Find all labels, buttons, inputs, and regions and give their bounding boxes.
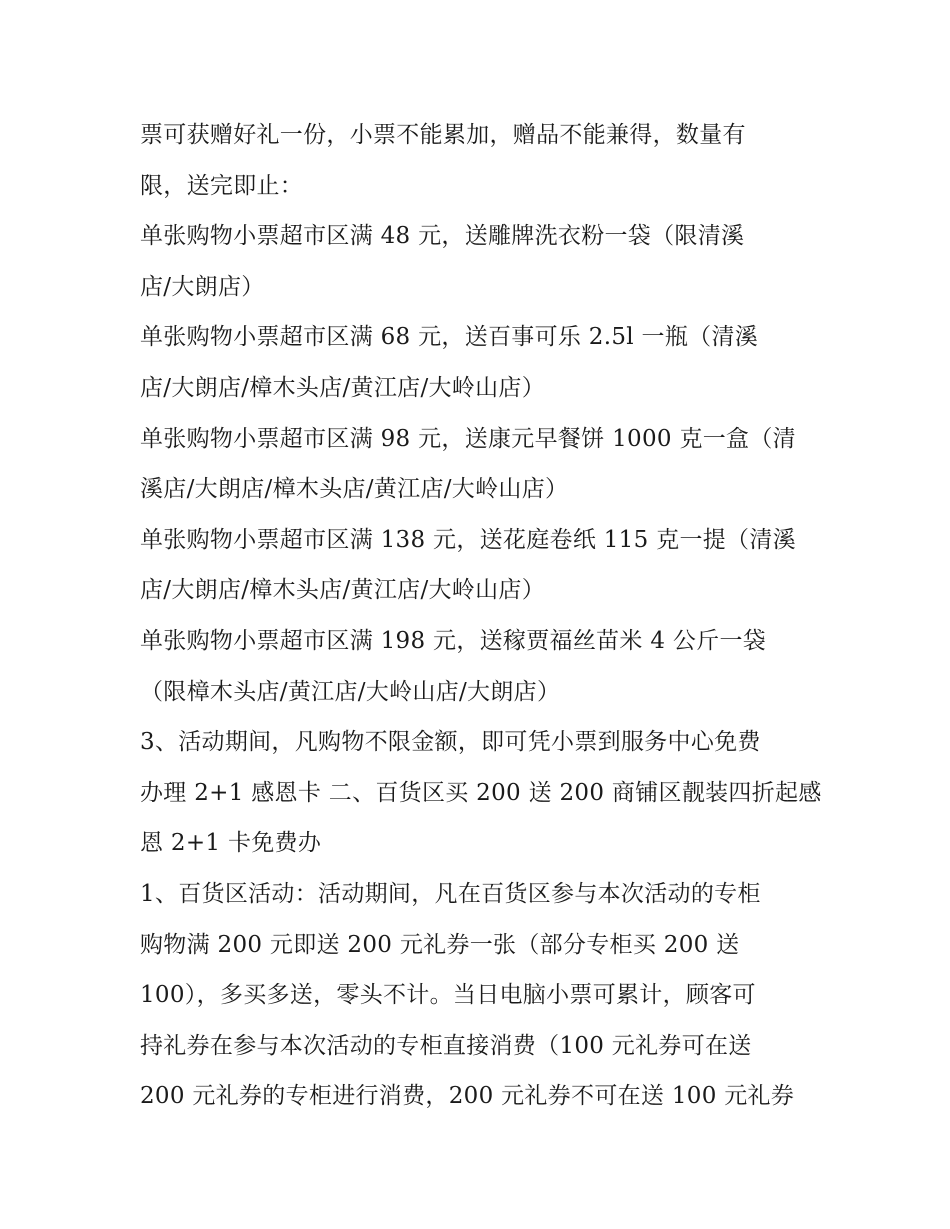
text-line: 100），多买多送，零头不计。当日电脑小票可累计，顾客可	[140, 982, 756, 1009]
document-body	[140, 110, 820, 1122]
text-line: 单张购物小票超市区满 198 元，送稼贾福丝苗米 4 公斤一袋	[140, 627, 767, 654]
text-line: 持礼券在参与本次活动的专柜直接消费（100 元礼券可在送	[140, 1032, 752, 1059]
text-line: 店/大朗店/樟木头店/黄江店/大岭山店）	[140, 577, 545, 604]
text-line: 1、百货区活动：活动期间，凡在百货区参与本次活动的专柜	[140, 880, 761, 907]
text-line: 购物满 200 元即送 200 元礼券一张（部分专柜买 200 送	[140, 931, 740, 958]
text-line: 限，送完即止：	[140, 172, 304, 199]
text-line: 店/大朗店）	[140, 273, 265, 300]
text-line: 恩 2+1 卡免费办	[140, 830, 322, 857]
text-line: 溪店/大朗店/樟木头店/黄江店/大岭山店）	[140, 476, 569, 503]
text-line: 店/大朗店/樟木头店/黄江店/大岭山店）	[140, 374, 545, 401]
text-line: 单张购物小票超市区满 98 元，送康元早餐饼 1000 克一盒（清	[140, 425, 796, 452]
text-line: 票可获赠好礼一份，小票不能累加，赠品不能兼得，数量有	[140, 122, 746, 148]
text-line: 单张购物小票超市区满 48 元，送雕牌洗衣粉一袋（限清溪	[140, 223, 745, 250]
text-line: 3、活动期间，凡购物不限金额，即可凭小票到服务中心免费	[140, 729, 761, 756]
text-line: 单张购物小票超市区满 68 元，送百事可乐 2.5l 一瓶（清溪	[140, 324, 759, 351]
text-line: 单张购物小票超市区满 138 元，送花庭卷纸 115 克一提（清溪	[140, 526, 796, 553]
text-line: （限樟木头店/黄江店/大岭山店/大朗店）	[140, 678, 561, 705]
text-line: 办理 2+1 感恩卡 二、百货区买 200 送 200 商铺区靓装四折起感	[140, 779, 822, 806]
text-line: 200 元礼券的专柜进行消费，200 元礼券不可在送 100 元礼券	[140, 1083, 795, 1110]
